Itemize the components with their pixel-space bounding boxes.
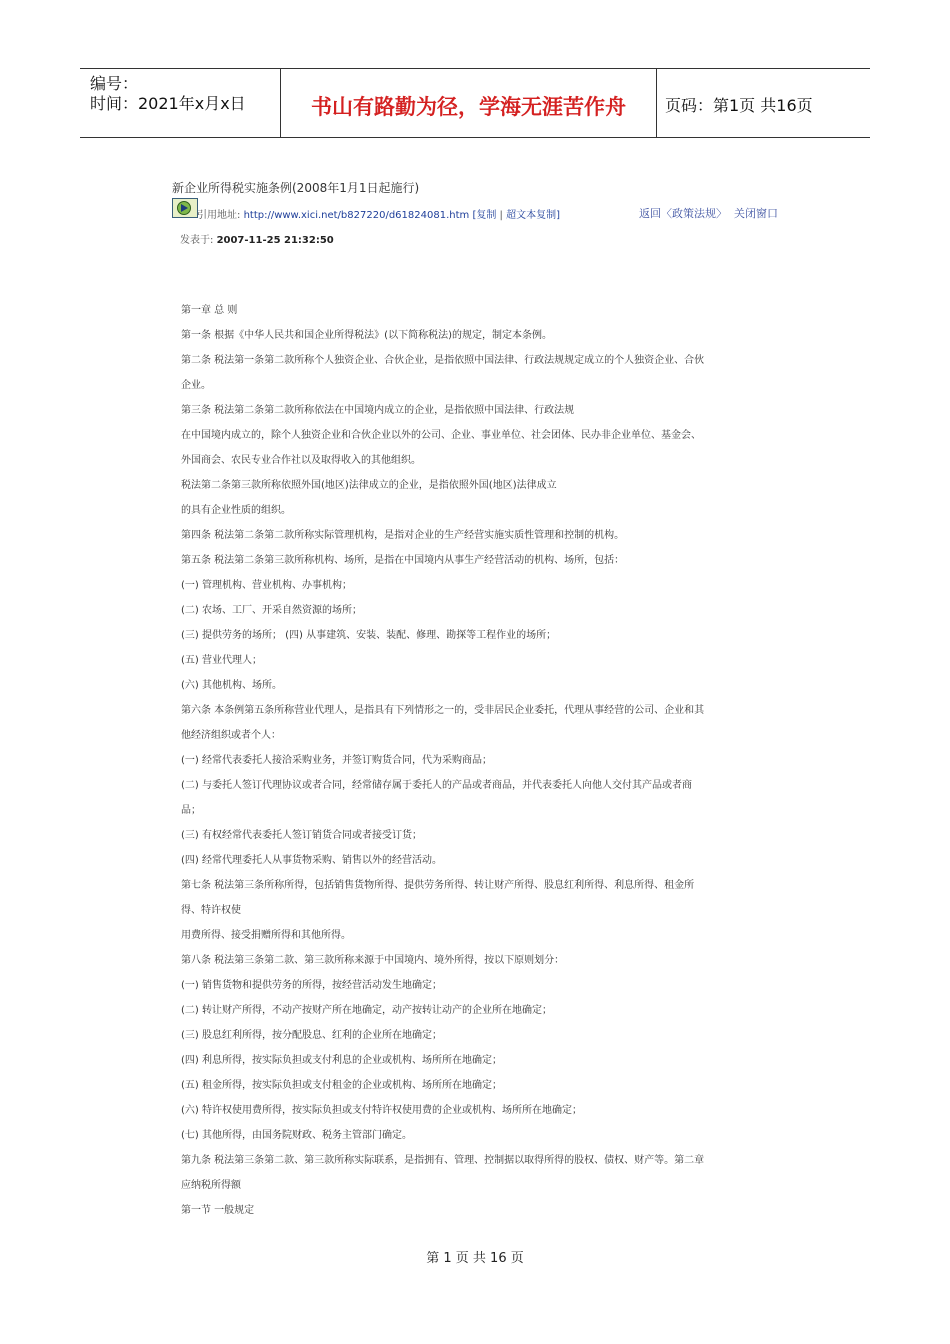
body-line: (二) 农场、工厂、开采自然资源的场所； [181, 605, 362, 616]
body-line: (一) 管理机构、营业机构、办事机构； [181, 580, 352, 591]
body-line: 在中国境内成立的，除个人独资企业和合伙企业以外的公司、企业、事业单位、社会团体、民办非企业单位、基金会、 [181, 430, 701, 441]
article-body [181, 298, 781, 1223]
body-line: 应纳税所得额 [181, 1180, 241, 1191]
body-line: 第四条 税法第二条第二款所称实际管理机构，是指对企业的生产经营实施实质性管理和控制的机构。 [181, 530, 625, 541]
body-line: 第五条 税法第二条第三款所称机构、场所，是指在中国境内从事生产经营活动的机构、场所，包括： [181, 555, 625, 566]
body-line: 税法第二条第三款所称依照外国(地区)法律成立的企业，是指依照外国(地区)法律成立 [181, 480, 557, 491]
body-line: 第七条 税法第三条所称所得，包括销售货物所得、提供劳务所得、转让财产所得、股息红利所得、利息所得、租金所 [181, 880, 695, 891]
body-line: 用费所得、接受捐赠所得和其他所得。 [181, 930, 351, 941]
copy-link[interactable]: [复制 [472, 210, 497, 221]
body-line: (三) 有权经常代表委托人签订销货合同或者接受订货； [181, 830, 422, 841]
body-line: (六) 其他机构、场所。 [181, 680, 282, 691]
body-line: 他经济组织或者个人： [181, 730, 281, 741]
body-line: 的具有企业性质的组织。 [181, 505, 291, 516]
body-line: 第一条 根据《中华人民共和国企业所得税法》(以下简称税法)的规定，制定本条例。 [181, 330, 552, 341]
body-line: 第二条 税法第一条第二款所称个人独资企业、合伙企业，是指依照中国法律、行政法规规定成立的个人独资企业、合伙 [181, 355, 705, 366]
body-line: (二) 与委托人签订代理协议或者合同，经常储存属于委托人的产品或者商品，并代表委托人向他人交付其产品或者商 [181, 780, 692, 791]
number-label: 编号： [90, 74, 139, 93]
document-header [80, 68, 870, 138]
body-line: 得、特许权使 [181, 905, 241, 916]
body-line: (五) 租金所得，按实际负担或支付租金的企业或机构、场所所在地确定； [181, 1080, 502, 1091]
body-line: (三) 提供劳务的场所； (四) 从事建筑、安装、装配、修理、勘探等工程作业的场所； [181, 630, 557, 641]
copy-rich-text-link[interactable]: 超文本复制] [506, 210, 560, 221]
body-line: 外国商会、农民专业合作社以及取得收入的其他组织。 [181, 455, 421, 466]
reference-url-link[interactable]: http://www.xici.net/b827220/d61824081.htm [243, 210, 470, 221]
motto-text: 书山有路勤为径，学海无涯苦作舟 [311, 95, 626, 119]
posted-info [180, 231, 334, 246]
posted-timestamp: 2007-11-25 21:32:50 [216, 235, 334, 246]
body-line: (六) 特许权使用费所得，按实际负担或支付特许权使用费的企业或机构、场所所在地确定； [181, 1105, 582, 1116]
back-to-policy-link[interactable]: 返回〈政策法规〉 [639, 207, 727, 220]
body-line: (五) 营业代理人； [181, 655, 262, 666]
body-line: 第九条 税法第三条第二款、第三款所称实际联系，是指拥有、管理、控制据以取得所得的股权、债权、财产等。第二章 [181, 1155, 705, 1166]
time-label: 时间：2021年x月x日 [90, 94, 246, 113]
body-line: 企业。 [181, 380, 211, 391]
body-line: (一) 销售货物和提供劳务的所得，按经营活动发生地确定； [181, 980, 442, 991]
body-line: 品； [181, 805, 201, 816]
body-line: (三) 股息红利所得，按分配股息、红利的企业所在地确定； [181, 1030, 442, 1041]
header-page-cell [656, 69, 870, 137]
header-meta-cell [80, 69, 280, 137]
body-line: 第三条 税法第二条第二款所称依法在中国境内成立的企业，是指依照中国法律、行政法规 [181, 405, 575, 416]
body-line: 第一章 总 则 [181, 305, 238, 316]
posted-label: 发表于: [180, 235, 214, 246]
body-line: (四) 经常代理委托人从事货物采购、销售以外的经营活动。 [181, 855, 442, 866]
body-line: (四) 利息所得，按实际负担或支付利息的企业或机构、场所所在地确定； [181, 1055, 502, 1066]
reference-label: 引用地址: [197, 210, 241, 221]
reference-icon [172, 198, 198, 218]
article-title: 新企业所得税实施条例(2008年1月1日起施行) [172, 181, 420, 195]
page-footer: 第 1 页 共 16 页 [426, 1251, 524, 1266]
close-window-link[interactable]: 关闭窗口 [734, 207, 778, 220]
body-line: (二) 转让财产所得，不动产按财产所在地确定，动产按转让动产的企业所在地确定； [181, 1005, 552, 1016]
header-motto-cell [280, 69, 657, 137]
body-line: (一) 经常代表委托人接洽采购业务，并签订购货合同，代为采购商品； [181, 755, 492, 766]
reference-line [197, 206, 560, 221]
body-line: 第六条 本条例第五条所称营业代理人，是指具有下列情形之一的，受非居民企业委托，代理从事经营的公司、企业和其 [181, 705, 705, 716]
body-line: 第八条 税法第三条第二款、第三款所称来源于中国境内、境外所得，按以下原则划分： [181, 955, 565, 966]
body-line: 第一节 一般规定 [181, 1205, 255, 1216]
link-separator: | [499, 210, 503, 221]
body-line: (七) 其他所得，由国务院财政、税务主管部门确定。 [181, 1130, 412, 1141]
page-info: 页码：第1页 共16页 [665, 96, 813, 115]
